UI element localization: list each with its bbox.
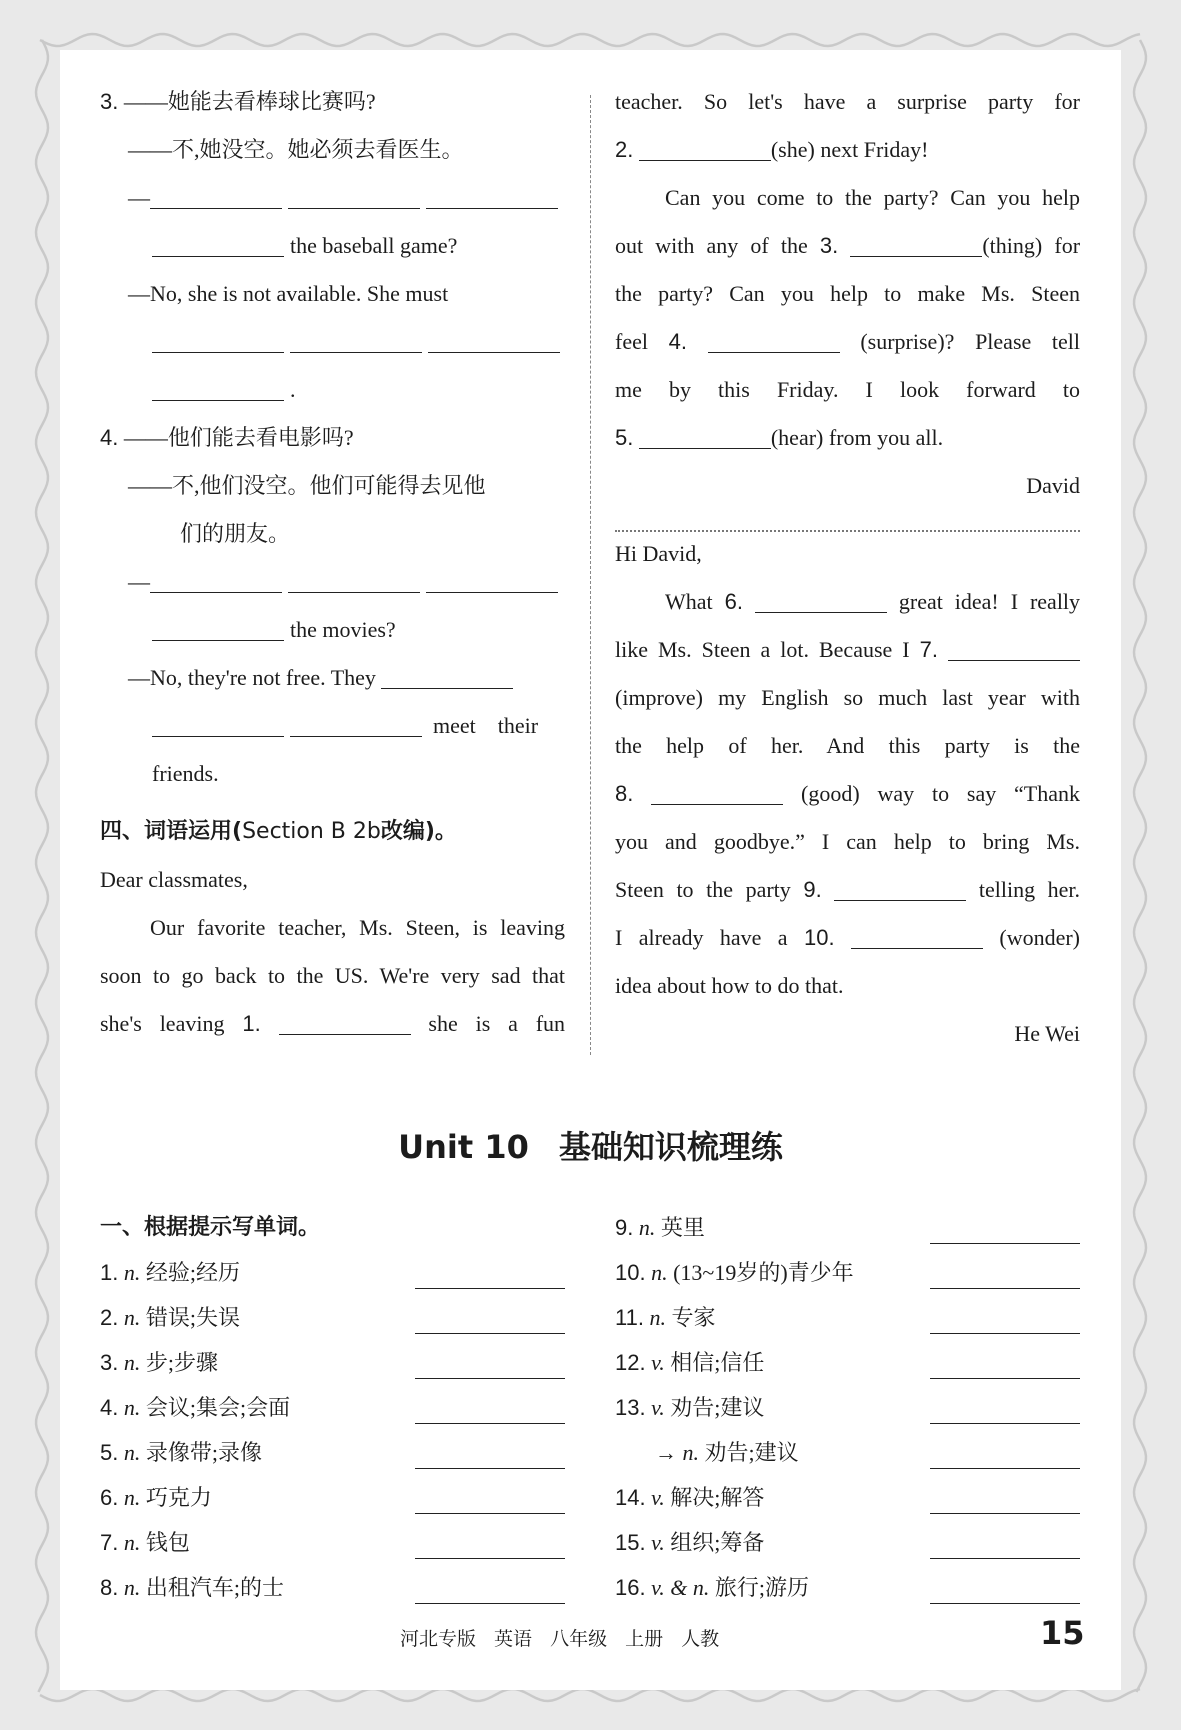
vocab-number: 5.	[100, 1440, 119, 1465]
letter-blank-6[interactable]	[755, 584, 887, 613]
vocab-meaning: 巧克力	[145, 1485, 212, 1510]
q3-zh-question: ——她能去看棒球比赛吗?	[123, 89, 376, 114]
q4-english-answer	[100, 654, 565, 702]
right-line-6a: feel	[615, 329, 648, 354]
vocab-item	[100, 1430, 565, 1475]
q4-dash: —	[128, 569, 150, 594]
vocab-meaning: 会议;集会;会面	[145, 1395, 291, 1420]
vocab-answer-blank[interactable]	[930, 1603, 1080, 1604]
q3-answer-end	[100, 366, 565, 414]
vocab-number: 16.	[615, 1575, 646, 1600]
blank-2-number: 2.	[615, 137, 634, 162]
q4-blank-6[interactable]	[152, 708, 284, 737]
blank-4-number: 4.	[668, 329, 687, 354]
reply-greeting: Hi David,	[615, 541, 702, 566]
blank-10-number: 10.	[803, 925, 835, 950]
unit-subtitle: 基础知识梳理练	[558, 1128, 783, 1166]
vocab-item	[615, 1520, 1080, 1565]
q4-blank-2[interactable]	[288, 564, 420, 593]
vocab-right-list	[615, 1205, 1080, 1610]
vocab-meaning: 录像带;录像	[145, 1440, 262, 1465]
blank-7-number: 7.	[919, 637, 938, 662]
vocab-answer-blank[interactable]	[415, 1378, 565, 1379]
vocab-answer-blank[interactable]	[930, 1243, 1080, 1244]
vocab-meaning: (13~19岁的)青少年	[673, 1260, 854, 1285]
right-line-13	[615, 770, 1080, 818]
q4-friends: friends.	[152, 761, 219, 786]
vocab-answer-blank[interactable]	[930, 1558, 1080, 1559]
right-line-8b: (hear) from you all.	[770, 425, 944, 450]
vocab-meaning: 错误;失误	[145, 1305, 240, 1330]
vocab-part-of-speech: n.	[123, 1575, 141, 1600]
vocab-answer-blank[interactable]	[415, 1603, 565, 1604]
right-line-2b: (she) next Friday!	[770, 137, 929, 162]
q3-english-answer: —No, she is not available. She must	[128, 281, 449, 306]
q3-english-question-row2	[100, 222, 565, 270]
vocab-meaning: 相信;信任	[670, 1350, 765, 1375]
blank-5-number: 5.	[615, 425, 634, 450]
page-number: 15	[1040, 1614, 1085, 1652]
vocab-part-of-speech: n.	[123, 1305, 141, 1330]
vocab-part-of-speech: n.	[638, 1215, 656, 1240]
letter-blank-5[interactable]	[639, 420, 771, 449]
q3-period: .	[290, 377, 296, 402]
right-line-3: Can you come to the party? Can you help	[665, 185, 1080, 210]
vocab-answer-blank[interactable]	[415, 1468, 565, 1469]
section4-title-end: 改编)。	[380, 819, 457, 844]
vocab-item	[100, 1340, 565, 1385]
right-line-13b: (good) way to say “Thank	[801, 781, 1081, 806]
unit-label: Unit 10	[398, 1128, 529, 1166]
vocab-number: 12.	[615, 1350, 646, 1375]
right-column	[615, 78, 1080, 1058]
letter-line-3	[100, 1000, 565, 1048]
vocab-answer-blank[interactable]	[930, 1333, 1080, 1334]
q3-blank-5[interactable]	[152, 324, 284, 353]
q3-blank-3[interactable]	[426, 180, 558, 209]
letter-line-3a: she's leaving	[100, 1011, 225, 1036]
q4-english-question-row1	[100, 558, 565, 606]
vocab-number: 4.	[100, 1395, 119, 1420]
vocab-answer-blank[interactable]	[415, 1558, 565, 1559]
vocab-number: 15.	[615, 1530, 646, 1555]
right-line-4b: (thing) for	[982, 233, 1081, 258]
vocab-number: 9.	[615, 1215, 634, 1240]
q3-number: 3.	[100, 89, 119, 114]
vocab-part-of-speech: v.	[651, 1530, 665, 1555]
vocab-answer-blank[interactable]	[415, 1423, 565, 1424]
right-line-11: (improve) my English so much last year with	[615, 685, 1080, 710]
blank-3-number: 3.	[819, 233, 839, 258]
vocab-part-of-speech: n.	[123, 1440, 141, 1465]
letter-blank-9[interactable]	[834, 872, 966, 901]
vocab-part-of-speech: n.	[123, 1260, 141, 1285]
vocab-number: 14.	[615, 1485, 646, 1510]
vocab-part-of-speech: n.	[123, 1530, 141, 1555]
vocab-part-of-speech: v.	[651, 1485, 665, 1510]
right-line-10a: like Ms. Steen a lot. Because I	[615, 637, 910, 662]
q3-blank-4[interactable]	[152, 228, 284, 257]
footer-text: 河北专版 英语 八年级 上册 人教	[400, 1628, 720, 1650]
vocab-item	[615, 1565, 1080, 1610]
vocab-number: 6.	[100, 1485, 119, 1510]
q4-their: their	[497, 713, 539, 738]
vocab-item	[615, 1475, 1080, 1520]
letter-line-1: Our favorite teacher, Ms. Steen, is leaving	[150, 915, 565, 940]
vocab-answer-blank[interactable]	[930, 1288, 1080, 1289]
vocab-answer-blank[interactable]	[930, 1468, 1080, 1469]
vocab-answer-blank[interactable]	[415, 1288, 565, 1289]
right-line-10	[615, 626, 1080, 674]
q4-en-question-text: the movies?	[290, 617, 396, 642]
q3-answer-blanks	[100, 318, 565, 366]
letter-blank-7[interactable]	[948, 632, 1080, 661]
q4-blank-5[interactable]	[381, 660, 513, 689]
right-line-1: teacher. So let's have a surprise party for	[615, 89, 1080, 114]
right-line-4a: out with any of the	[615, 233, 808, 258]
vocab-answer-blank[interactable]	[930, 1513, 1080, 1514]
right-line-9a: What	[665, 589, 713, 614]
q4-blank-3[interactable]	[426, 564, 558, 593]
vocab-answer-blank[interactable]	[930, 1423, 1080, 1424]
right-line-15a: Steen to the party	[615, 877, 791, 902]
vocab-meaning: 专家	[671, 1305, 716, 1330]
vocab-number: 3.	[100, 1350, 119, 1375]
q3-blank-1[interactable]	[150, 180, 282, 209]
vocab-item	[100, 1520, 565, 1565]
vocab-part-of-speech: n.	[649, 1305, 666, 1330]
letter-line-2: soon to go back to the US. We're very sad that	[100, 963, 565, 988]
q4-en-answer-text: —No, they're not free. They	[128, 665, 376, 690]
right-line-12: the help of her. And this party is the	[615, 733, 1080, 758]
right-line-7: me by this Friday. I look forward to	[615, 377, 1080, 402]
q4-meet: meet	[433, 713, 476, 738]
vocab-part-of-speech: n.	[123, 1350, 141, 1375]
q3-blank-7[interactable]	[428, 324, 560, 353]
vocab-number: 1.	[100, 1260, 119, 1285]
vocab-meaning: 组织;筹备	[670, 1530, 765, 1555]
q4-blank-1[interactable]	[150, 564, 282, 593]
vocab-item	[615, 1250, 1080, 1295]
vocab-item	[100, 1475, 565, 1520]
q4-chinese-question	[100, 414, 565, 462]
vocab-part-of-speech: v.	[651, 1395, 665, 1420]
q3-blank-2[interactable]	[288, 180, 420, 209]
right-line-14: you and goodbye.” I can help to bring Ms.	[615, 829, 1080, 854]
vocab-part-of-speech: n.	[123, 1485, 141, 1510]
q4-answer-row2	[100, 702, 565, 750]
vocab-meaning: 经验;经历	[145, 1260, 240, 1285]
vocab-meaning: 旅行;游历	[714, 1575, 809, 1600]
vocab-meaning: 钱包	[145, 1530, 190, 1555]
vocab-number: 7.	[100, 1530, 119, 1555]
q3-english-question-row1	[100, 174, 565, 222]
vocab-item	[615, 1430, 1080, 1475]
right-line-2	[615, 126, 1080, 174]
vocab-item	[100, 1250, 565, 1295]
vocab-number: 2.	[100, 1305, 119, 1330]
unit-title	[0, 1122, 1181, 1168]
vocab-meaning: 出租汽车;的士	[145, 1575, 284, 1600]
right-line-9	[615, 578, 1080, 626]
vocab-answer-blank[interactable]	[930, 1378, 1080, 1379]
vocab-item	[615, 1340, 1080, 1385]
q3-dash: —	[128, 185, 150, 210]
blank-6-number: 6.	[724, 589, 743, 614]
right-line-8	[615, 414, 1080, 462]
q3-en-question-text: the baseball game?	[290, 233, 458, 258]
vocab-number: 10.	[615, 1260, 646, 1285]
letter-greeting: Dear classmates,	[100, 867, 248, 892]
vocab-number: 8.	[100, 1575, 119, 1600]
vocab-meaning: 劝告;建议	[670, 1395, 765, 1420]
vocab-meaning: 英里	[660, 1215, 705, 1240]
letter-line-3b: she is a fun	[428, 1011, 566, 1036]
vocab-item	[100, 1385, 565, 1430]
vocab-number: 13.	[615, 1395, 646, 1420]
q4-blank-7[interactable]	[290, 708, 422, 737]
letter-blank-2[interactable]	[639, 132, 771, 161]
vocab-item	[100, 1565, 565, 1610]
letter-blank-3[interactable]	[850, 228, 982, 257]
vocab-part-of-speech: n.	[682, 1440, 699, 1465]
right-line-16b: (wonder)	[999, 925, 1081, 950]
section4-title	[100, 808, 565, 856]
vocab-part-of-speech: n.	[123, 1395, 141, 1420]
right-line-6b: (surprise)? Please tell	[860, 329, 1081, 354]
vocab-item	[615, 1205, 1080, 1250]
signature-david: David	[1026, 473, 1080, 498]
vocab-item	[615, 1295, 1080, 1340]
q3-blank-6[interactable]	[290, 324, 422, 353]
section4-title-zh: 四、词语运用(	[100, 819, 243, 844]
vocab-item	[615, 1385, 1080, 1430]
right-line-5: the party? Can you help to make Ms. Steen	[615, 281, 1080, 306]
q4-number: 4.	[100, 425, 119, 450]
signature-he-wei: He Wei	[1014, 1021, 1080, 1046]
right-line-4	[615, 222, 1080, 270]
q4-english-question-row2	[100, 606, 565, 654]
vocab-item	[100, 1295, 565, 1340]
vocab-meaning: 步;步骤	[145, 1350, 218, 1375]
vocab-left-list	[100, 1250, 565, 1610]
column-divider	[590, 95, 591, 1055]
blank-8-number: 8.	[615, 781, 634, 806]
vocab-heading: 一、根据提示写单词。	[100, 1215, 321, 1240]
q3-blank-8[interactable]	[152, 372, 284, 401]
right-line-17: idea about how to do that.	[615, 973, 844, 998]
vocab-answer-blank[interactable]	[415, 1513, 565, 1514]
right-line-16	[615, 914, 1080, 962]
q4-chinese-answer-2: 们的朋友。	[180, 521, 291, 546]
vocab-number: →	[655, 1440, 677, 1465]
right-line-15	[615, 866, 1080, 914]
q4-zh-question: ——他们能去看电影吗?	[123, 425, 354, 450]
vocab-part-of-speech: v. & n.	[651, 1575, 710, 1600]
q3-chinese-question	[100, 78, 565, 126]
right-line-6	[615, 318, 1080, 366]
left-column	[100, 78, 565, 1048]
q4-blank-4[interactable]	[152, 612, 284, 641]
vocab-meaning: 劝告;建议	[704, 1440, 799, 1465]
vocab-number: 11.	[615, 1305, 644, 1330]
vocab-answer-blank[interactable]	[415, 1333, 565, 1334]
vocab-part-of-speech: n.	[651, 1260, 668, 1285]
blank-9-number: 9.	[803, 877, 822, 902]
vocab-part-of-speech: v.	[651, 1350, 665, 1375]
letter-blank-1[interactable]	[279, 1006, 411, 1035]
q4-chinese-answer-1: ——不,他们没空。他们可能得去见他	[128, 473, 486, 498]
vocab-right	[615, 1205, 1080, 1610]
vocab-left	[100, 1205, 565, 1610]
q3-chinese-answer: ——不,她没空。她必须去看医生。	[128, 137, 464, 162]
right-line-9b: great idea! I really	[898, 589, 1081, 614]
right-line-16a: I already have a	[615, 925, 788, 950]
letter-blank-8[interactable]	[651, 776, 783, 805]
vocab-meaning: 解决;解答	[670, 1485, 765, 1510]
section4-title-en: Section B 2b	[242, 819, 381, 844]
blank-1-number: 1.	[242, 1011, 261, 1036]
right-line-15b: telling her.	[978, 877, 1081, 902]
letter-blank-10[interactable]	[851, 920, 983, 949]
letter-blank-4[interactable]	[708, 324, 840, 353]
